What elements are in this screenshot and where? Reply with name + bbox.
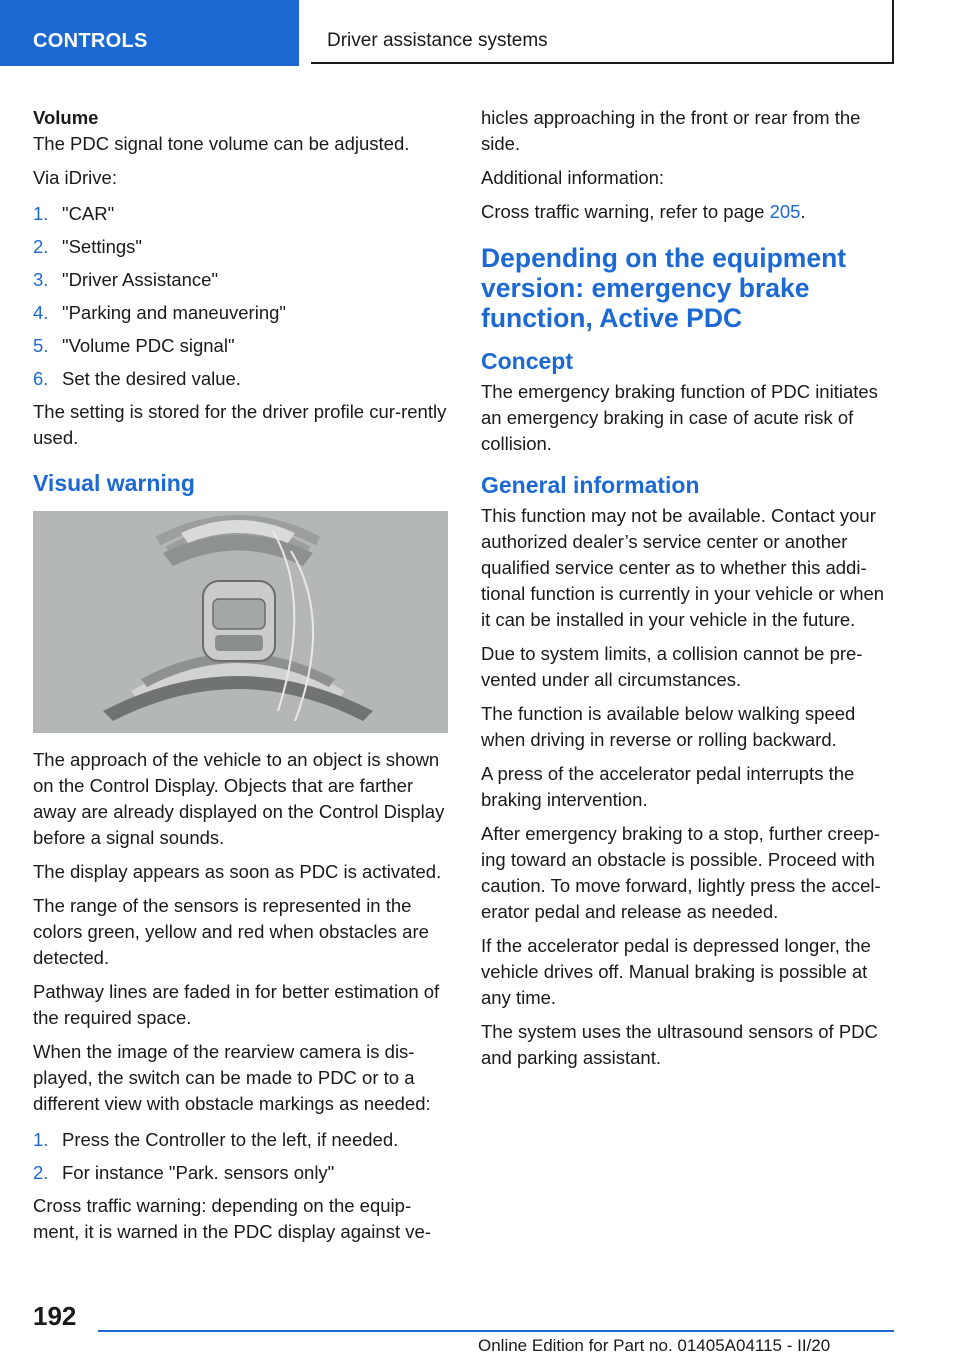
footer-divider [98, 1330, 894, 1332]
emergency-brake-heading: Depending on the equipment version: emergency brake function, Active PDC [481, 243, 847, 333]
chapter-title: Driver assistance systems [327, 30, 548, 51]
para-continued: hicles approaching in the front or rear from the side. [481, 107, 861, 154]
concept-text: The emergency braking function of PDC initiates an emergency braking in case of acute risk of collision. [481, 381, 878, 454]
right-column [481, 105, 896, 1079]
para-display: The display appears as soon as PDC is activated. [33, 861, 442, 882]
list-item: 2. For instance "Park. sensors only" [33, 1162, 335, 1183]
general-p2: Due to system limits, a collision cannot be pre-vented under all circumstances. [481, 643, 863, 690]
page-number: 192 [33, 1301, 77, 1331]
visual-warning-heading: Visual warning [33, 470, 195, 496]
para-cross-traffic: Cross traffic warning: depending on the equip-ment, it is warned in the PDC display against ve- [33, 1195, 431, 1242]
list-item: 3. "Driver Assistance" [33, 269, 219, 290]
list-item: 4. "Parking and maneuvering" [33, 302, 286, 323]
general-p6: If the accelerator pedal is depressed longer, the vehicle drives off. Manual braking is possible at any time. [481, 935, 871, 1008]
idrive-steps [33, 201, 448, 392]
para-approach: The approach of the vehicle to an object is shown on the Control Display. Objects that are farther away are already displayed on the Control Display before a signal sounds. [33, 749, 445, 848]
general-p7: The system uses the ultrasound sensors of PDC and parking assistant. [481, 1021, 878, 1068]
additional-info: Additional information: [481, 167, 665, 188]
concept-heading: Concept [481, 348, 573, 374]
para-pathway: Pathway lines are faded in for better estimation of the required space. [33, 981, 440, 1028]
left-column [33, 105, 448, 1253]
para-range: The range of the sensors is represented in the colors green, yellow and red when obstacles are detected. [33, 895, 429, 968]
volume-title: Volume [33, 107, 99, 128]
para-rearview: When the image of the rearview camera is dis-played, the switch can be made to PDC or to a different view with obstacle markings as needed: [33, 1041, 431, 1114]
section-tab[interactable] [0, 0, 299, 66]
list-item: 6. Set the desired value. [33, 368, 241, 389]
stored-note: The setting is stored for the driver profile cur-rently used. [33, 401, 447, 448]
cross-traffic-ref: Cross traffic warning, refer to page 205. [481, 201, 806, 222]
rearview-steps [33, 1127, 448, 1186]
list-item: 5. "Volume PDC signal" [33, 335, 235, 356]
page-link[interactable]: 205 [769, 201, 801, 222]
general-p5: After emergency braking to a stop, further creep-ing toward an obstacle is possible. Proceed with caution. To move forward, lightly press the accel-erator pedal and release as needed. [481, 823, 881, 922]
volume-desc: The PDC signal tone volume can be adjusted. [33, 133, 410, 154]
general-info-heading: General information [481, 472, 700, 498]
edition-note: Online Edition for Part no. 01405A04115 - II/20 [478, 1336, 831, 1355]
list-item: 2. "Settings" [33, 236, 142, 257]
list-item: 1. "CAR" [33, 203, 115, 224]
general-p4: A press of the accelerator pedal interrupts the braking intervention. [481, 763, 855, 810]
chapter-header [311, 0, 894, 64]
section-label: CONTROLS [33, 30, 148, 52]
general-p3: The function is available below walking speed when driving in reverse or rolling backward. [481, 703, 856, 750]
general-p1: This function may not be available. Contact your authorized dealer’s service center or another qualified service center as to whether this addi-tional function is currently in your vehicle or when it can be installed in your vehicle in the future. [481, 505, 885, 630]
pdc-display-illustration [33, 511, 448, 733]
via-idrive: Via iDrive: [33, 167, 117, 188]
list-item: 1. Press the Controller to the left, if needed. [33, 1129, 399, 1150]
